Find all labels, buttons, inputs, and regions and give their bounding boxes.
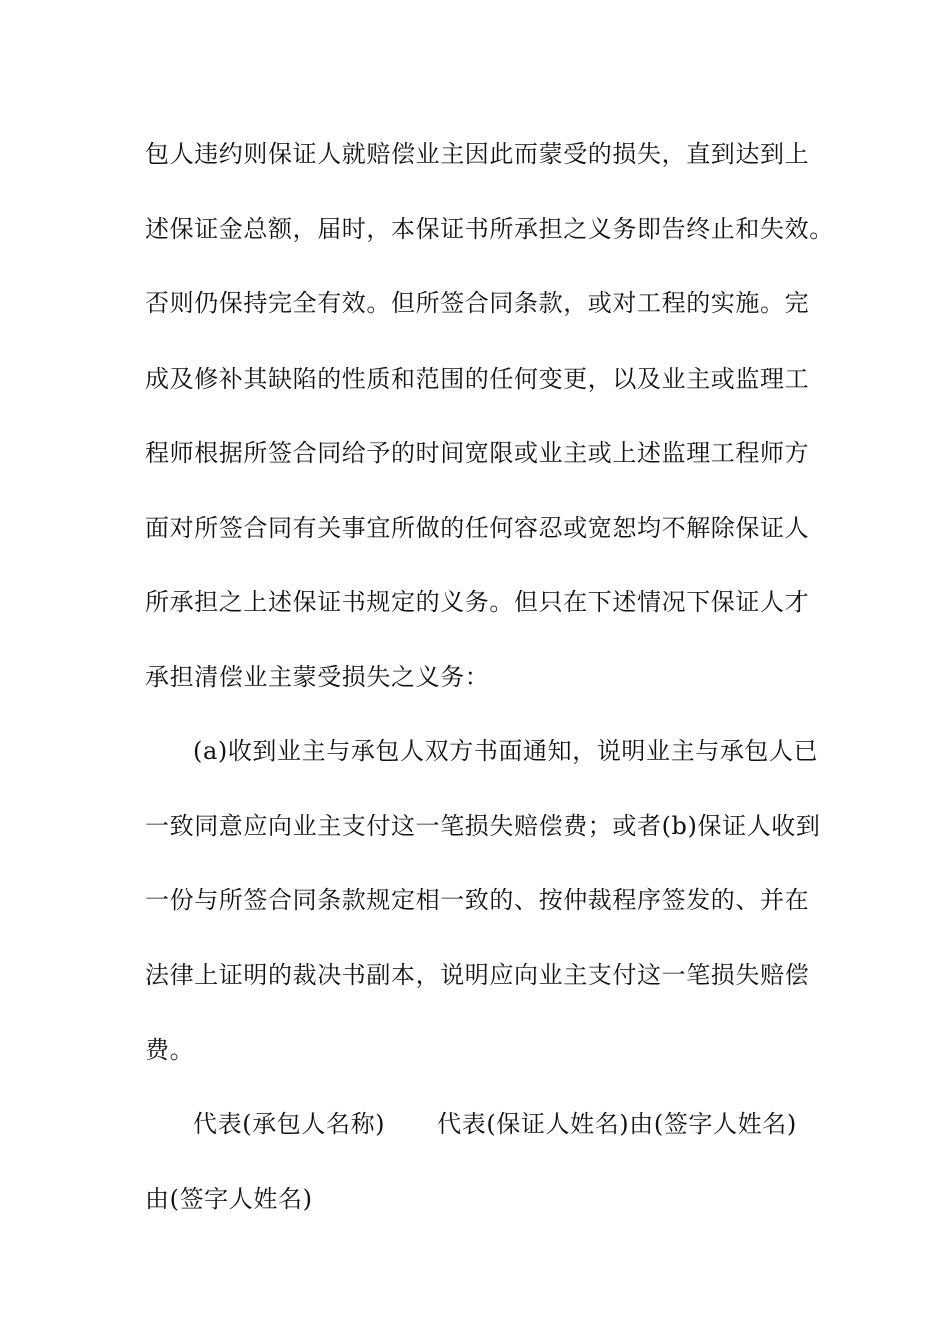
body-line-7: 所承担之上述保证书规定的义务。但只在下述情况下保证人才 [145,588,810,616]
clause-a-line-2: 一致同意应向业主支付这一笔损失赔偿费；或者(b)保证人收到 [145,812,821,840]
body-line-1: 包人违约则保证人就赔偿业主因此而蒙受的损失，直到达到上 [145,140,810,168]
clause-b-line-3: 费。 [145,1036,195,1064]
signature-line [193,1107,797,1141]
signature-guarantor: 代表(保证人姓名)由(签字人姓名) [437,1110,797,1138]
body-line-3: 否则仍保持完全有效。但所签合同条款，或对工程的实施。完 [145,289,810,317]
body-line-5: 程师根据所签合同给予的时间宽限或业主或上述监理工程师方 [145,439,810,467]
clause-a-line-1: (a)收到业主与承包人双方书面通知，说明业主与承包人已 [193,737,819,765]
body-line-4: 成及修补其缺陷的性质和范围的任何变更，以及业主或监理工 [145,365,810,393]
body-line-8: 承担清偿业主蒙受损失之义务： [145,663,490,691]
signature-contractor: 代表(承包人名称) [193,1110,386,1138]
body-line-2: 述保证金总额，届时，本保证书所承担之义务即告终止和失效。 [145,215,834,243]
signature-signer-line: 由(签字人姓名) [145,1185,313,1213]
body-line-6: 面对所签合同有关事宜所做的任何容忍或宽恕均不解除保证人 [145,514,810,542]
clause-b-line-2: 法律上证明的裁决书副本，说明应向业主支付这一笔损失赔偿 [145,961,810,989]
clause-b-line-1: 一份与所签合同条款规定相一致的、按仲裁程序签发的、并在 [145,886,810,914]
